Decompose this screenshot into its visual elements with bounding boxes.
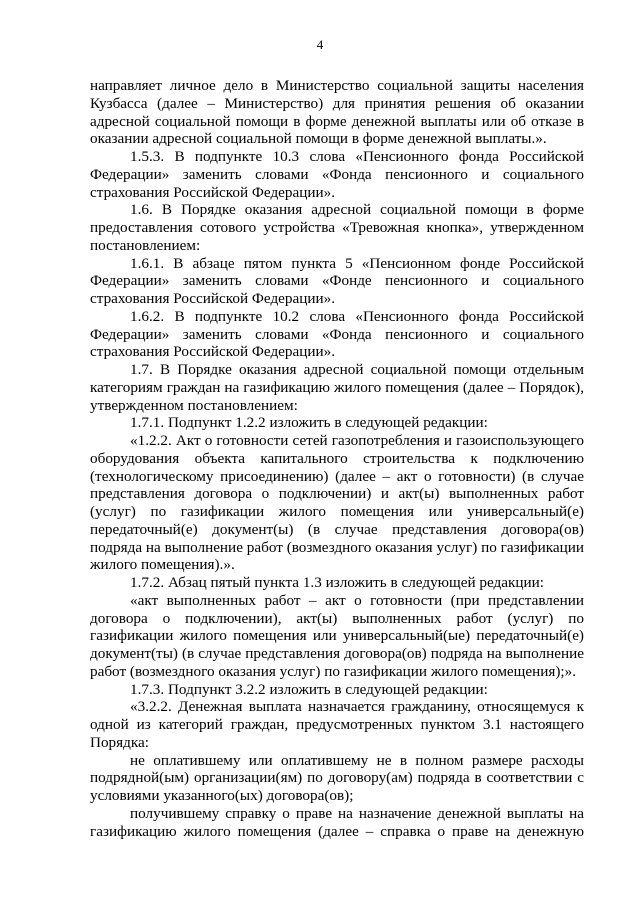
paragraph: 1.7.1. Подпункт 1.2.2 изложить в следующей редакции: xyxy=(130,414,488,432)
page-number: 4 xyxy=(316,37,324,52)
paragraph: 1.7.3. Подпункт 3.2.2 изложить в следующей редакции: xyxy=(130,680,488,698)
paragraph: 1.6. В Порядке оказания адресной социальной помощи в форме предоставления сотового устройства «Тревожная кнопка», утвержденном постановлением: xyxy=(90,201,584,254)
paragraph: не оплатившему или оплатившему не в полном размере расходы подрядной(ым) организации(ям) по договору(ам) подряда в соответствии с условиями указанного(ых) договора(ов); xyxy=(90,751,584,804)
paragraph: «3.2.2. Денежная выплата назначается гражданину, относящемуся к одной из категорий граждан, предусмотренных пунктом 3.1 настоящего Порядка: xyxy=(90,698,584,751)
document-body xyxy=(90,77,584,840)
paragraph: направляет личное дело в Министерство социальной защиты населения Кузбасса (далее – Министерство) для принятия решения об оказании адресной социальной помощи в форме денежной выплаты или об отказе в оказании адресной социальной помощи в форме денежной выплаты.». xyxy=(90,77,584,148)
paragraph: 1.6.1. В абзаце пятом пункта 5 «Пенсионном фонде Российской Федерации» заменить словами «Фонде пенсионного и социального страхования Российской Федерации». xyxy=(90,254,584,307)
paragraph: 1.6.2. В подпункте 10.2 слова «Пенсионного фонда Российской Федерации» заменить словами «Фонда пенсионного и социального страхования Российской Федерации». xyxy=(90,307,584,361)
paragraph: 1.5.3. В подпункте 10.3 слова «Пенсионного фонда Российской Федерации» заменить словами «Фонда пенсионного и социального страхования Российской Федерации». xyxy=(90,148,584,201)
paragraph: «акт выполненных работ – акт о готовности (при представлении договора о подключении), акт(ы) выполненных работ (услуг) по газификации жилого помещения или универсальный(ые) передаточный(е) документ(ты) (в случае представления договора(ов) подряда на выполнение работ (возмездного оказания услуг) по газификации жилого помещения);». xyxy=(90,591,584,680)
paragraph: 1.7. В Порядке оказания адресной социальной помощи отдельным категориям граждан на газификацию жилого помещения (далее – Порядок), утвержденном постановлением: xyxy=(90,361,584,414)
paragraph: 1.7.2. Абзац пятый пункта 1.3 изложить в следующей редакции: xyxy=(130,574,544,591)
paragraph: получившему справку о праве на назначение денежной выплаты на газификацию жилого помещения (далее – справка о праве на денежную xyxy=(90,804,584,840)
paragraph: «1.2.2. Акт о готовности сетей газопотребления и газоиспользующего оборудования объекта капитального строительства к подключению (технологическому присоединению) (далее – акт о готовности) (в случае представления договора о подключении) и акт(ы) выполненных работ (услуг) по газификации жилого помещения или универсальный(е) передаточный(е) документ(ы) (в случае представления договора(ов) подряда на выполнение работ (возмездного оказания услуг) по газификации жилого помещения).». xyxy=(90,432,584,574)
